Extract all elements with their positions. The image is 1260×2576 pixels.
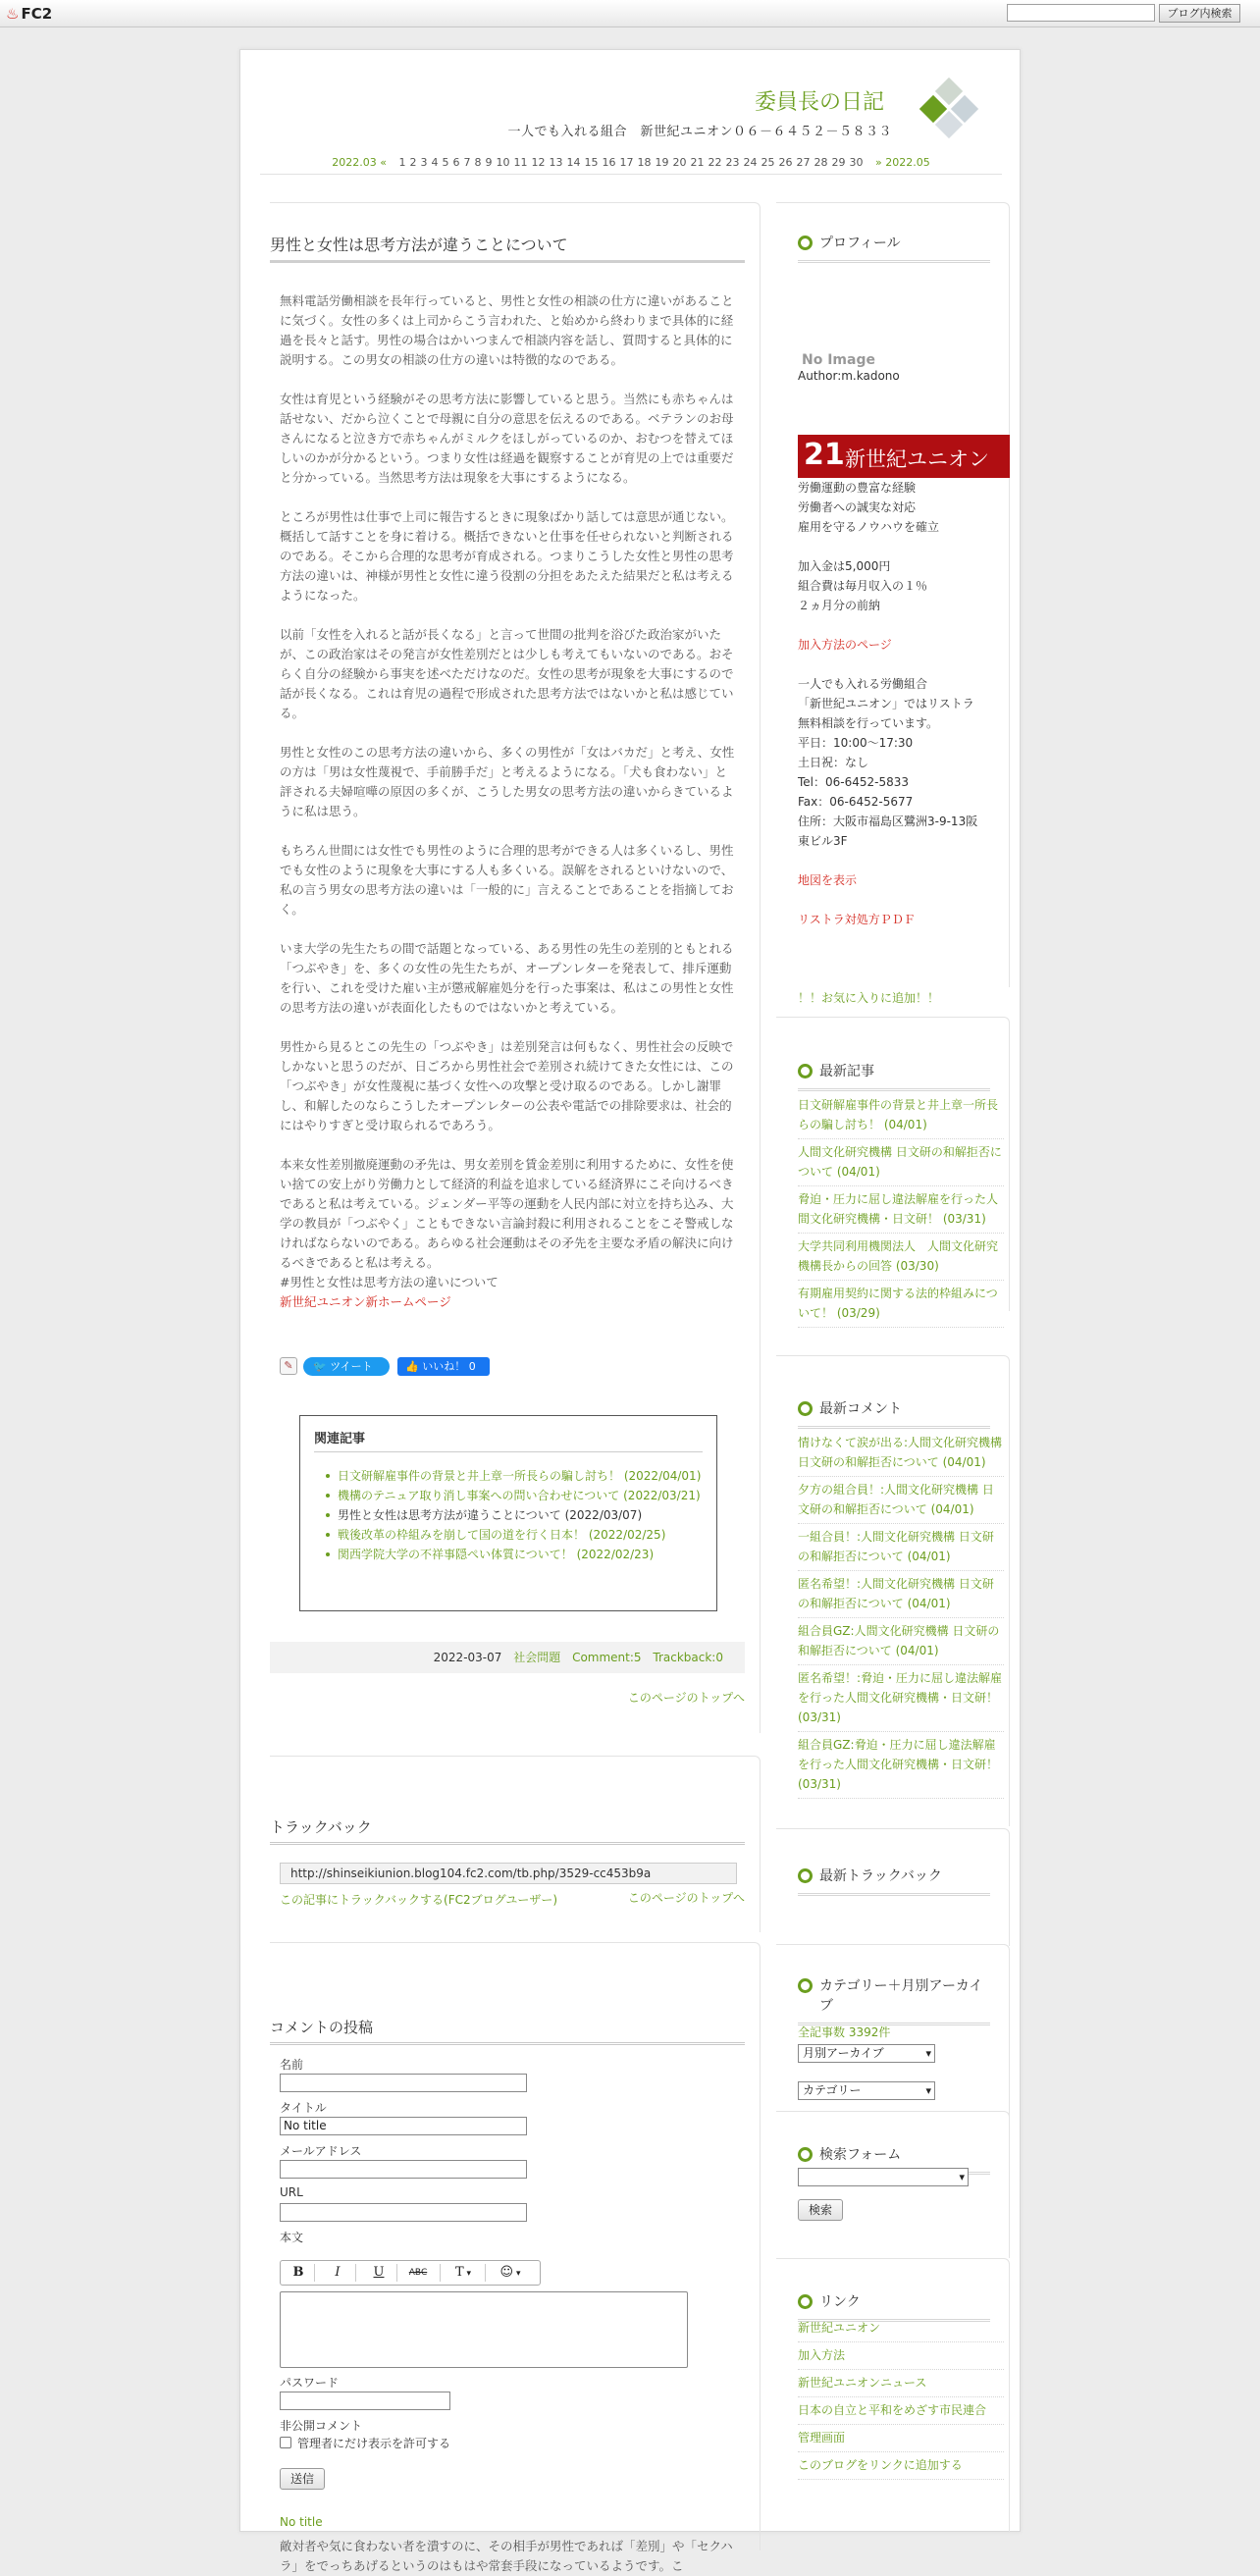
diamond-logo-icon — [918, 78, 986, 146]
calendar-day: 13 — [549, 156, 563, 169]
recent-trackbacks-heading: 最新トラックバック — [798, 1866, 990, 1896]
related-item-date: (2022/02/23) — [576, 1548, 655, 1561]
link-item[interactable] — [798, 2425, 1004, 2452]
submit-button[interactable]: 送信 — [280, 2468, 325, 2490]
profile-line: 住所：大阪市福島区鷺洲3-9-13阪 — [798, 815, 978, 828]
recent-comment-item-link[interactable]: 匿名希望！:人間文化研究機構 日文研の和解拒否について (04/01) — [798, 1577, 994, 1610]
link-item-link[interactable]: 新世紀ユニオン — [798, 2321, 881, 2335]
related-item[interactable] — [326, 1466, 703, 1486]
add-favorite-link[interactable]: ！！お気に入りに追加！！ — [798, 991, 940, 1005]
editor-toolbar — [280, 2260, 541, 2286]
profile-line: 組合費は毎月収入の１％ — [798, 579, 928, 593]
search-heading: 検索フォーム — [798, 2144, 990, 2175]
link-item[interactable] — [798, 2370, 1004, 2397]
post-comments-link[interactable]: Comment:5 — [572, 1651, 642, 1664]
calendar-day: 4 — [431, 156, 439, 169]
recent-comment-item[interactable] — [798, 1618, 1004, 1665]
recent-post-item-link[interactable]: 人間文化研究機構 日文研の和解拒否について (04/01) — [798, 1145, 1002, 1179]
recent-comment-item-link[interactable]: 一組合員！:人間文化研究機構 日文研の和解拒否について (04/01) — [798, 1530, 994, 1563]
facebook-like-button[interactable]: 👍 いいね！ 0 — [397, 1357, 490, 1376]
calendar-day: 17 — [619, 156, 634, 169]
related-item[interactable] — [326, 1545, 703, 1564]
restructuring-pdf-link[interactable]: リストラ対処方ＰＤＦ — [798, 913, 916, 926]
related-title: 関連記事 — [314, 1428, 703, 1452]
title-input[interactable]: No title — [280, 2117, 527, 2135]
comment-body: 敵対者や気に食わない者を潰すのに、その相手が男性であれば「差別」や「セクハラ」をでっちあげるというのはもはや常套手段になっているようです。こ — [280, 2539, 733, 2573]
caret-down-icon: ▾ — [463, 2269, 472, 2279]
calendar-day: 28 — [814, 156, 828, 169]
profile-line: Fax：06-6452-5677 — [798, 795, 914, 809]
link-item-link[interactable]: 日本の自立と平和をめざす市民連合 — [798, 2403, 987, 2417]
post-paragraph: 女性は育児という経験がその思考方法に影響していると思う。当然にも赤ちゃんは話せない、だから泣くことで母親に自分の意思を伝えるのである。ベテランのお母さんになると泣き方で赤ちゃんがミルクをほしがっているのか、おむつを替えてほしいのかが分かるという。つまり女性は経過を観察することが育児の上では重要だと分かっている。当然思考方法は現象を大事にするようになる。 — [280, 392, 734, 485]
calendar-day: 10 — [496, 156, 510, 169]
calendar-day: 12 — [531, 156, 546, 169]
caret-down-icon: ▾ — [513, 2269, 521, 2279]
recent-comment-item-link[interactable]: 夕方の組合員！:人間文化研究機構 日文研の和解拒否について (04/01) — [798, 1483, 994, 1516]
url-input[interactable] — [280, 2203, 527, 2222]
recent-post-item-link[interactable]: 有期雇用契約に関する法的枠組みについて！ (03/29) — [798, 1287, 998, 1320]
password-label: パスワード — [280, 2376, 340, 2390]
comment-title: No title — [280, 2515, 323, 2529]
calendar-prev-arrow: « — [380, 156, 387, 169]
post-paragraph: いま大学の先生たちの間で話題となっている、ある男性の先生の差別的ともとれる「つぶやき」を、多くの女性の先生たちが、オープンレターを発表して、排斥運動を行い、これを受けた雇い主が懲戒解雇処分を行った事案は、私はこの男性と女性の思考方法の違いが表面化したものではないかと考えている。 — [280, 941, 734, 1015]
trackback-link[interactable]: この記事にトラックバックする(FC2ブログユーザー) — [280, 1893, 558, 1907]
join-method-link[interactable]: 加入方法のページ — [798, 638, 892, 652]
trackback-url[interactable]: http://shinseikiunion.blog104.fc2.com/tb.php/3529-cc453b9a — [280, 1863, 737, 1884]
category-select[interactable]: カテゴリー ▾ — [798, 2081, 935, 2100]
profile-line: 雇用を守るノウハウを確立 — [798, 520, 940, 534]
font-size-button[interactable]: T ▾ — [454, 2265, 472, 2280]
sidebar-search-button[interactable]: 検索 — [798, 2199, 843, 2221]
sidebar-search-input[interactable] — [798, 2168, 969, 2186]
links-heading: リンク — [798, 2291, 990, 2322]
profile-line: 東ビル3F — [798, 834, 848, 848]
thumbs-up-icon: 👍 — [405, 1360, 419, 1373]
post-paragraph: もちろん世間には女性でも男性のように合理的思考ができる人は多くいるし、男性でも女性のように現象を大事にする人も多くいる。誤解をされるといけないので、私の言う男女の思考方法の違いは「一般的に」言えることであることを指摘しておく。 — [280, 843, 734, 917]
post-paragraph: 無料電話労働相談を長年行っていると、男性と女性の相談の仕方に違いがあることに気づく。女性の多くは上司からこう言われた、と始めから終わりまで具体的に経過を長々と話す。男性の場合はかいつまんで相談内容を話し、質問すると具体的に説明する。この男女の相談の仕方の違いは特徴的なのである。 — [280, 293, 734, 367]
recent-comment-item-link[interactable]: 匿名希望！:脅迫・圧力に屈し違法解雇を行った人間文化研究機構・日文研！ (03/31) — [798, 1671, 1003, 1724]
calendar-day: 26 — [778, 156, 793, 169]
recent-post-item-link[interactable]: 大学共同利用機関法人 人間文化研究機構長からの回答 (03/30) — [798, 1239, 999, 1273]
profile-no-image: No Image — [802, 352, 875, 368]
trackback-title: トラックバック — [270, 1816, 745, 1845]
related-item-title[interactable]: 機構のテニュア取り消し事案への問い合わせについて — [338, 1489, 620, 1502]
recent-comment-item[interactable] — [798, 1732, 1004, 1799]
comment-body-textarea[interactable] — [280, 2291, 688, 2368]
archive-select[interactable]: 月別アーカイブ ▾ — [798, 2044, 935, 2063]
profile-line: 無料相談を行っています。 — [798, 716, 939, 730]
calendar-next-month[interactable]: 2022.05 — [885, 156, 930, 169]
calendar-day: 9 — [485, 156, 493, 169]
private-label: 非公開コメント — [280, 2419, 363, 2433]
link-item-link[interactable]: 管理画面 — [798, 2431, 846, 2445]
recent-post-item[interactable] — [798, 1234, 1004, 1281]
profile-line: 一人でも入れる労働組合 — [798, 677, 928, 691]
recent-comments-list — [798, 1430, 1004, 1799]
calendar-day: 18 — [637, 156, 652, 169]
profile-author: Author:m.kadono — [798, 369, 900, 383]
calendar-day: 11 — [513, 156, 528, 169]
fc2-flame-icon: ♨ — [6, 5, 20, 23]
post-paragraph: ところが男性は仕事で上司に報告するときに現象ばかり話しては意思が通じない。概括して話すことを身に着ける。概括できないと仕事を任せられないと判断されるのである。そこから合理的な思考が育成される。つまりこうした女性と男性の思考方法の違いは、神様が男性と女性に違う役割の分担をあたえた結果だと私は考えるようになった。 — [280, 509, 734, 603]
password-input[interactable] — [280, 2392, 450, 2410]
blog-description: 一人でも入れる組合 新世紀ユニオン０６－６４５２－５８３３ — [507, 125, 892, 139]
profile-contact — [798, 674, 1004, 851]
related-item-date: (2022/03/07) — [564, 1508, 643, 1522]
profile-line: 加入金は5,000円 — [798, 559, 891, 573]
link-item-link[interactable]: 新世紀ユニオンニュース — [798, 2376, 927, 2390]
link-item[interactable] — [798, 2315, 1004, 2342]
related-item-title[interactable]: 日文研解雇事件の背景と井上章一所長らの騙し討ち！ — [338, 1469, 621, 1483]
page-top-link[interactable]: このページのトップへ — [627, 1691, 745, 1705]
calendar-prev-month[interactable]: 2022.03 — [332, 156, 377, 169]
strikethrough-button[interactable]: ABC — [408, 2268, 428, 2278]
blog-page — [239, 49, 1021, 2573]
related-item-title[interactable]: 関西学院大学の不祥事隠ぺい体質について！ — [338, 1548, 573, 1561]
emoji-button[interactable] — [493, 2264, 528, 2282]
calendar-day: 7 — [463, 156, 471, 169]
recent-comment-item[interactable] — [798, 1477, 1004, 1524]
link-item[interactable] — [798, 2397, 1004, 2425]
twitter-bird-icon: 🐦 — [313, 1360, 327, 1373]
body-label: 本文 — [280, 2231, 304, 2244]
recent-comments-heading: 最新コメント — [798, 1398, 990, 1429]
recent-post-item[interactable] — [798, 1281, 1004, 1328]
underline-button[interactable]: U — [373, 2265, 385, 2280]
blog-title[interactable]: 委員長の日記 — [754, 90, 884, 115]
calendar-day: 24 — [743, 156, 758, 169]
profile-features — [798, 478, 1004, 537]
related-item[interactable] — [326, 1525, 703, 1545]
recent-comment-item-link[interactable]: 組合員GZ:脅迫・圧力に屈し違法解雇を行った人間文化研究機構・日文研！ (03/31) — [798, 1738, 999, 1791]
recent-post-item-link[interactable]: 日文研解雇事件の背景と井上章一所長らの騙し討ち！ (04/01) — [798, 1098, 999, 1131]
links-list — [798, 2315, 1004, 2480]
post-paragraphs — [280, 291, 735, 1273]
related-item-title: 男性と女性は思考方法が違うことについて — [338, 1508, 561, 1522]
tweet-button[interactable]: 🐦 ツイート — [303, 1357, 390, 1376]
related-item[interactable] — [326, 1486, 703, 1505]
related-articles-box — [299, 1415, 717, 1611]
edit-icon[interactable]: ✎ — [280, 1357, 297, 1375]
link-item[interactable] — [798, 2342, 1004, 2370]
comment-form-title: コメントの投稿 — [270, 2017, 745, 2045]
calendar-day: 16 — [602, 156, 616, 169]
post-date: 2022-03-07 — [433, 1651, 502, 1664]
bold-button[interactable]: B — [292, 2265, 304, 2280]
related-item-date: (2022/03/21) — [623, 1489, 701, 1502]
profile-line: 平日：10:00～17:30 — [798, 736, 914, 750]
map-link[interactable]: 地図を表示 — [798, 873, 858, 887]
post-paragraph: 本来女性差別撤廃運動の矛先は、男女差別を賃金差別に利用するために、女性を使い捨ての安上がり労働力として経済的利益を追求している経済界にこそ向けるべきであると私は考えている。ジェンダー平等の運動を人民内部に対立を持ち込み、大学の教員が「つぶやく」こともできない言論封殺に利用されることをこそ警戒しなければならないのである。あらゆる社会運動はその矛先を主要な矛盾の解決に向けるべきであると私は考える。 — [280, 1157, 734, 1270]
calendar-day: 3 — [420, 156, 428, 169]
email-label: メールアドレス — [280, 2144, 362, 2158]
recent-posts-heading: 最新記事 — [798, 1061, 990, 1091]
trackback-page-top-link[interactable]: このページのトップへ — [627, 1891, 745, 1905]
email-input[interactable] — [280, 2160, 527, 2179]
recent-posts-list — [798, 1092, 1004, 1328]
profile-line: 労働者への誠実な対応 — [798, 500, 917, 514]
related-item-date: (2022/02/25) — [588, 1528, 666, 1542]
calendar-day: 29 — [831, 156, 846, 169]
calendar-day: 25 — [761, 156, 775, 169]
calendar-day: 14 — [566, 156, 581, 169]
calendar-day: 20 — [672, 156, 687, 169]
post-trackbacks-link[interactable]: Trackback:0 — [653, 1651, 723, 1664]
calendar-day: 30 — [849, 156, 864, 169]
post-hashtag[interactable]: #男性と女性は思考方法の違いについて — [280, 1275, 499, 1289]
profile-heading: プロフィール — [798, 233, 990, 263]
fc2-header-bar — [0, 0, 1260, 27]
recent-comment-item[interactable] — [798, 1665, 1004, 1732]
calendar-day: 2 — [409, 156, 417, 169]
calendar-day: 19 — [655, 156, 669, 169]
calendar-days — [397, 156, 866, 169]
calendar-day: 15 — [584, 156, 599, 169]
recent-comment-item-link[interactable]: 組合員GZ:人間文化研究機構 日文研の和解拒否について (04/01) — [798, 1624, 1000, 1657]
union-banner[interactable]: 21 新世紀ユニオン — [798, 435, 1010, 478]
related-item-title[interactable]: 戦後改革の枠組みを崩して国の道を行く日本！ — [338, 1528, 586, 1542]
homepage-link[interactable]: 新世紀ユニオン新ホームページ — [280, 1294, 451, 1309]
recent-comment-item[interactable] — [798, 1571, 1004, 1618]
related-item — [326, 1505, 703, 1525]
post-paragraph: 男性から見るとこの先生の「つぶやき」は差別発言は何もなく、男性社会の反映でしかないと思うのだが、日ごろから男性社会で差別され続けてきた女性には、この「つぶやき」が女性蔑視に基づく女性への攻撃と受け取るのである。しかし謝罪し、和解したのならこうしたオープンレターの公表や電話での排除要求は、社会的にはやりすぎと受け取られるであろう。 — [280, 1039, 734, 1132]
url-label: URL — [280, 2185, 303, 2199]
link-item-link[interactable]: 加入方法 — [798, 2348, 846, 2362]
name-label: 名前 — [280, 2058, 304, 2072]
category-heading: カテゴリー＋月別アーカイブ — [798, 1975, 990, 2025]
name-input[interactable] — [280, 2074, 527, 2092]
calendar-day: 1 — [398, 156, 406, 169]
post-title: 男性と女性は思考方法が違うことについて — [270, 233, 745, 263]
profile-line: 土日祝：なし — [798, 756, 869, 769]
profile-line: ２ヵ月分の前納 — [798, 599, 881, 612]
related-list — [314, 1466, 703, 1564]
header-divider — [260, 174, 1002, 175]
recent-comment-item-link[interactable]: 情けなくて涙が出る:人間文化研究機構 日文研の和解拒否について (04/01) — [798, 1436, 1003, 1469]
private-checkbox[interactable] — [280, 2437, 291, 2448]
fc2-logo[interactable]: ♨ FC2 — [6, 5, 53, 23]
calendar-day: 21 — [690, 156, 705, 169]
post-category-link[interactable]: 社会問題 — [513, 1651, 561, 1664]
calendar-nav — [240, 156, 1022, 169]
calendar-next-arrow: » — [875, 156, 882, 169]
recent-post-item-link[interactable]: 脅迫・圧力に屈し違法解雇を行った人間文化研究機構・日文研！ (03/31) — [798, 1192, 999, 1226]
private-checkbox-label: 管理者にだけ表示を許可する — [297, 2437, 451, 2450]
recent-comment-item[interactable] — [798, 1524, 1004, 1571]
post-body — [280, 291, 735, 1312]
recent-post-item[interactable] — [798, 1186, 1004, 1234]
profile-line: 「新世紀ユニオン」ではリストラ — [798, 697, 974, 710]
calendar-day: 6 — [452, 156, 460, 169]
calendar-day: 23 — [725, 156, 740, 169]
profile-line: 労働運動の豊富な経験 — [798, 481, 917, 495]
profile-fees — [798, 556, 1004, 615]
post-paragraph: 男性と女性のこの思考方法の違いから、多くの男性が「女はバカだ」と考え、女性の方は「男は女性蔑視で、手前勝手だ」と考えるようになる。「犬も食わない」と評される夫婦喧嘩の原因の多くが、こうした男女の思考方法の違いからきているように私は思う。 — [280, 745, 735, 818]
title-label: タイトル — [280, 2101, 327, 2115]
blog-search-button[interactable]: ブログ内検索 — [1159, 4, 1240, 23]
calendar-day: 5 — [442, 156, 449, 169]
link-item-link[interactable]: このブログをリンクに追加する — [798, 2458, 963, 2472]
calendar-day: 22 — [708, 156, 722, 169]
calendar-day: 8 — [474, 156, 482, 169]
related-item-date: (2022/04/01) — [623, 1469, 702, 1483]
post-meta-bar — [270, 1642, 745, 1673]
blog-search-input[interactable] — [1007, 4, 1155, 22]
recent-post-item[interactable] — [798, 1092, 1004, 1139]
recent-comment-item[interactable] — [798, 1430, 1004, 1477]
all-posts-count[interactable]: 全記事数 3392件 — [798, 2025, 891, 2039]
post-paragraph: 以前「女性を入れると話が長くなる」と言って世間の批判を浴びた政治家がいたが、この政治家はその発言が女性差別だとは少しも考えてもいないのである。おそらく自分の経験から事実を述べただけなのだ。女性の思考が現象を大事にするので話が長くなる。これは育児の過程で形成された思考方法ではないかと私は感じている。 — [280, 627, 734, 720]
recent-post-item[interactable] — [798, 1139, 1004, 1186]
profile-line: Tel：06-6452-5833 — [798, 775, 910, 789]
calendar-day: 27 — [796, 156, 811, 169]
smiley-icon: ☺ — [499, 2265, 514, 2280]
link-item[interactable] — [798, 2452, 1004, 2480]
italic-button[interactable]: I — [335, 2265, 341, 2280]
